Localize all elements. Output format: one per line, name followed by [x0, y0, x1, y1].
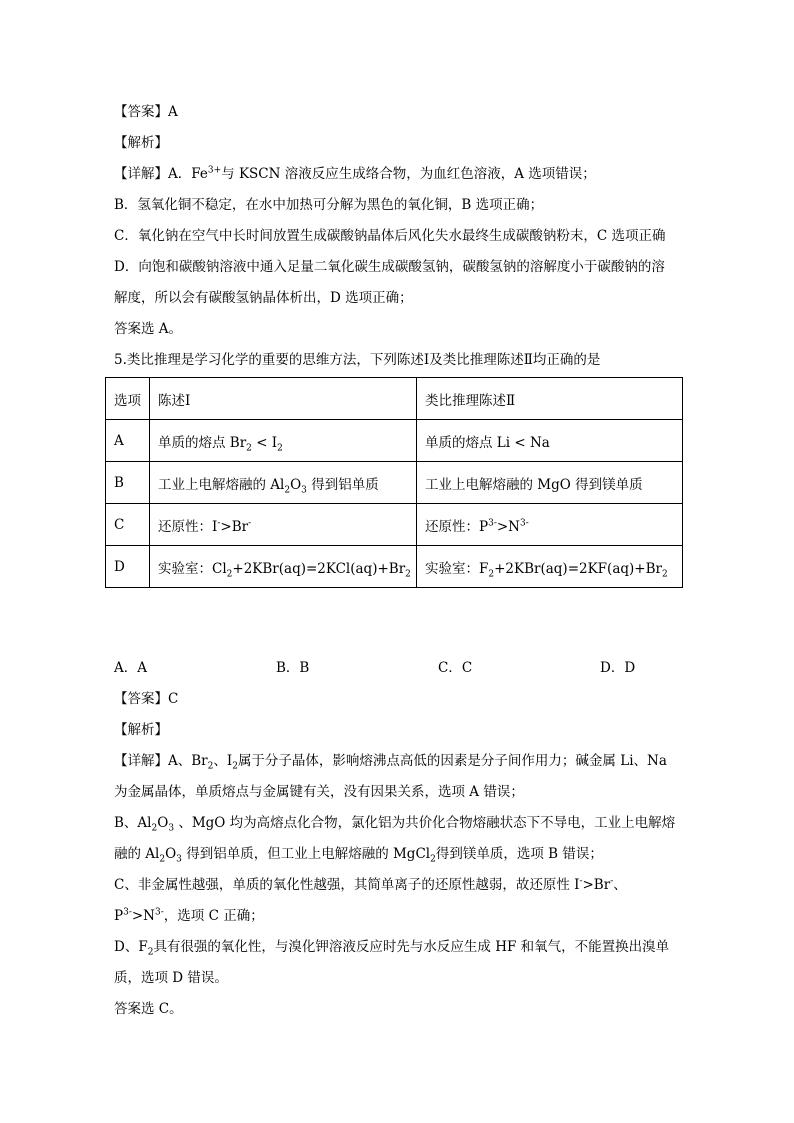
answer-value: C	[168, 691, 179, 707]
q4-detail-line-5: 解度，所以会有碳酸氢钠晶体析出，D 选项正确；	[114, 290, 413, 306]
option-a: A．A	[114, 660, 147, 676]
q5-detail-line-5: C、非金属性越强，单质的氧化性越强，其简单离子的还原性越弱，故还原性 I->Br-、	[114, 876, 627, 893]
table-cell: 实验室：$Cl_2+2KBr(aq)=2KCl(aq)+Br_2$	[150, 546, 417, 588]
q4-conclusion: 答案选 A。	[114, 321, 183, 337]
table-cell: C	[106, 504, 150, 546]
table-cell: D	[106, 546, 150, 588]
table-header-statement-2: 类比推理陈述Ⅱ	[417, 378, 683, 420]
q5-detail-line-8: 质，选项 D 错误。	[114, 970, 228, 986]
answer-value: A	[168, 104, 178, 120]
table-header-option: 选项	[106, 378, 150, 420]
q4-detail-line-2: B．氢氧化铜不稳定，在水中加热可分解为黑色的氧化铜，B 选项正确；	[114, 197, 544, 213]
q5-detail-line-6: $P^{3-}>N^{3-}$，选项 C 正确；	[114, 907, 264, 924]
q4-detail-line-3: C．氧化钠在空气中长时间放置生成碳酸钠晶体后风化失水最终生成碳酸钠粉末，C 选项正确	[114, 228, 666, 244]
q5-stem: 5.类比推理是学习化学的重要的思维方法，下列陈述Ⅰ及类比推理陈述Ⅱ均正确的是	[114, 352, 601, 368]
answer-tag: 【答案】	[114, 691, 168, 707]
table-cell: 单质的熔点 Li < Na	[417, 420, 683, 462]
q4-analysis-tag: 【解析】	[114, 135, 168, 151]
table-cell: 工业上电解熔融的 $Al_2O_3$ 得到铝单质	[150, 462, 417, 504]
q5-conclusion: 答案选 C。	[114, 1001, 183, 1017]
option-c: C．C	[438, 660, 473, 676]
table-cell: 还原性：$P^{3-}>N^{3-}$	[417, 504, 683, 546]
option-b: B．B	[276, 660, 310, 676]
table-cell: B	[106, 462, 150, 504]
answer-tag: 【答案】	[114, 104, 168, 120]
table-row	[106, 504, 683, 546]
q4-answer-line	[114, 102, 178, 122]
q4-detail-line-4: D．向饱和碳酸钠溶液中通入足量二氧化碳生成碳酸氢钠，碳酸氢钠的溶解度小于碳酸钠的溶	[114, 259, 665, 275]
detail-tag: 【详解】	[114, 753, 168, 769]
q5-table	[105, 377, 683, 588]
table-row	[106, 378, 683, 420]
q5-detail-line-7: D、$F_2$具有很强的氧化性，与溴化钾溶液反应时先与水反应生成 HF 和氧气，不能置换出溴单	[114, 939, 670, 958]
detail-tag: 【详解】	[114, 166, 168, 182]
table-row	[106, 420, 683, 462]
q5-detail-line-2: 为金属晶体，单质熔点与金属键有关，没有因果关系，选项 A 错误；	[114, 784, 524, 800]
table-cell: 还原性：I->Br-	[150, 504, 417, 546]
q5-detail-line-1: 【详解】A、$Br_2$、$I_2$属于分子晶体，影响熔沸点高低的因素是分子间作用力；碱金属 Li、Na	[114, 753, 667, 772]
table-cell: 工业上电解熔融的 MgO 得到镁单质	[417, 462, 683, 504]
table-row	[106, 546, 683, 588]
q5-detail-line-4: 融的 $Al_2O_3$ 得到铝单质，但工业上电解熔融的 MgCl$_2$得到镁单质，选项 B 错误；	[114, 846, 603, 865]
table-cell: A	[106, 420, 150, 462]
option-d: D．D	[600, 660, 636, 676]
q4-detail-line-1: 【详解】A．$Fe^{3+}$与 KSCN 溶液反应生成络合物，为血红色溶液，A 选项错误；	[114, 165, 596, 182]
q5-answer-line	[114, 689, 178, 709]
q5-analysis-tag: 【解析】	[114, 722, 168, 738]
table-row	[106, 462, 683, 504]
table-cell: 实验室：$F_2+2KBr(aq)=2KF(aq)+Br_2$	[417, 546, 683, 588]
table-header-statement-1: 陈述Ⅰ	[150, 378, 417, 420]
table-cell: 单质的熔点 $Br_2 < I_2$	[150, 420, 417, 462]
q5-detail-line-3: B、$Al_2O_3$ 、MgO 均为高熔点化合物，氯化铝为共价化合物熔融状态下不导电，工业上电解熔	[114, 815, 676, 834]
